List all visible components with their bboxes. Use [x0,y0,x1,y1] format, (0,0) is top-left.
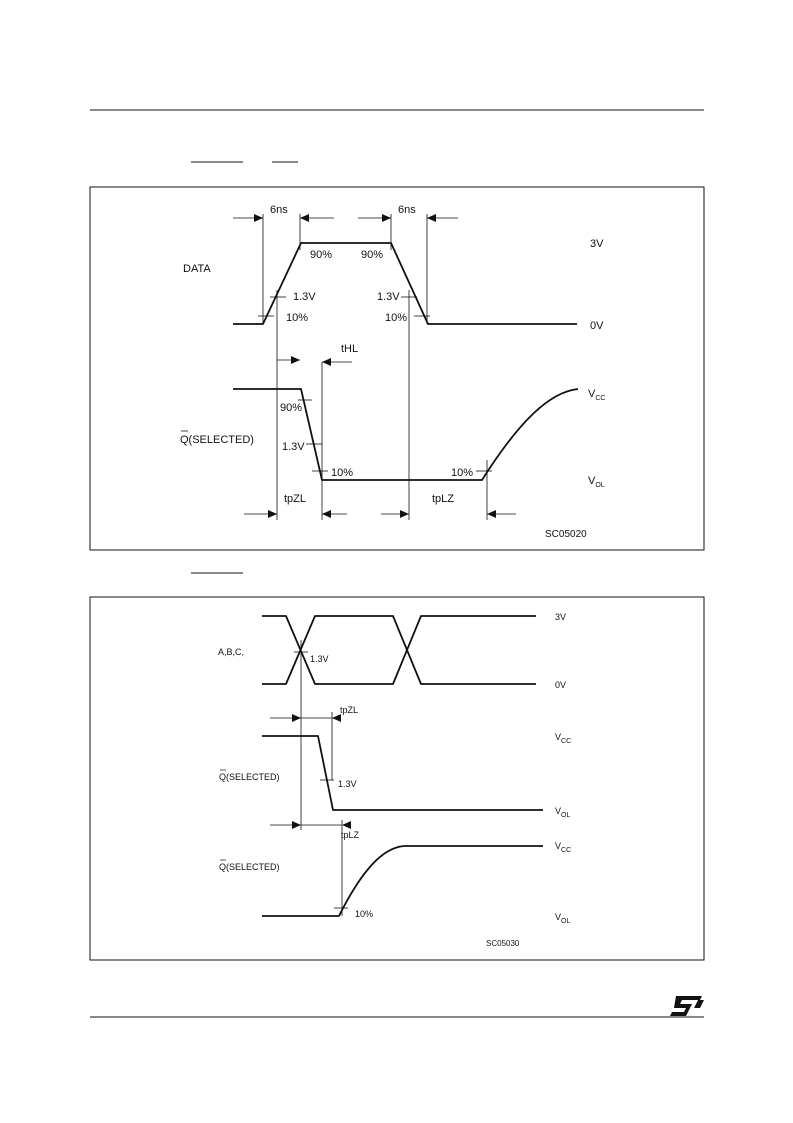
level-vcc-label-2: $V_{CC}$ [555,841,572,854]
tplz-label: tpLZ [432,493,455,505]
arrow-head [268,510,277,518]
tplz-label: tpLZ [341,830,360,840]
arrow-head [291,356,300,364]
arrow-head [300,214,309,222]
arrow-head [254,214,263,222]
data-90-fall-label: 90% [361,249,384,261]
data-signal-label: DATA [183,263,211,275]
figure-2-code: SC05030 [486,939,520,948]
q-13v-label: 1.3V [338,779,357,789]
level-3v-label: 3V [590,238,604,250]
abc-input-label: A,B,C, [218,647,245,657]
arrow-head [487,510,496,518]
q-selected-label: Q(SELECTED) [180,434,254,446]
arrow-head [400,510,409,518]
data-13v-rise-label: 1.3V [293,291,316,303]
arrow-head [322,358,331,366]
arrow-head [382,214,391,222]
input-waveform-upper [262,616,536,684]
q-selected-falling-waveform [262,736,543,810]
thl-label: tHL [341,343,359,355]
data-10-fall-label: 10% [385,312,408,324]
figure-1-code: SC05020 [545,529,587,540]
data-90-rise-label: 90% [310,249,333,261]
q-10-rise-label: 10% [451,467,474,479]
q-10-label: 10% [355,909,374,919]
q-90-label: 90% [280,402,303,414]
input-waveform-lower [262,616,536,684]
level-0v-label: 0V [555,680,567,690]
st-logo [670,996,704,1016]
arrow-head [292,821,301,829]
level-vcc-label-1: $V_{CC}$ [555,732,572,745]
arrow-head [292,714,301,722]
figure-2-frame [90,597,704,960]
tpzl-label: tpZL [340,705,359,715]
level-vol-label-2: $V_{OL}$ [555,912,571,925]
arrow-head [332,714,341,722]
fall-time-label: 6ns [398,204,416,216]
arrow-head [427,214,436,222]
figure-2 [90,597,704,960]
q-selected-falling-label: Q(SELECTED) [219,772,280,782]
level-vol-label-1: $V_{OL}$ [555,806,571,819]
level-vol-label: $V_{OL}$ [588,475,605,489]
rise-time-label: 6ns [270,204,288,216]
data-10-rise-label: 10% [286,312,309,324]
q-selected-rising-waveform [262,846,543,916]
data-13v-fall-label: 1.3V [377,291,400,303]
input-13v-label: 1.3V [310,654,329,664]
figure-1 [90,187,704,550]
q-10-fall-label: 10% [331,467,354,479]
level-0v-label: 0V [590,320,604,332]
q-selected-rising-label: Q(SELECTED) [219,862,280,872]
arrow-head [322,510,331,518]
level-3v-label: 3V [555,612,567,622]
arrow-head [342,821,351,829]
level-vcc-label: $V_{CC}$ [588,388,606,402]
q-13v-label: 1.3V [282,441,305,453]
tpzl-label: tpZL [284,493,307,505]
figure-1-frame [90,187,704,550]
